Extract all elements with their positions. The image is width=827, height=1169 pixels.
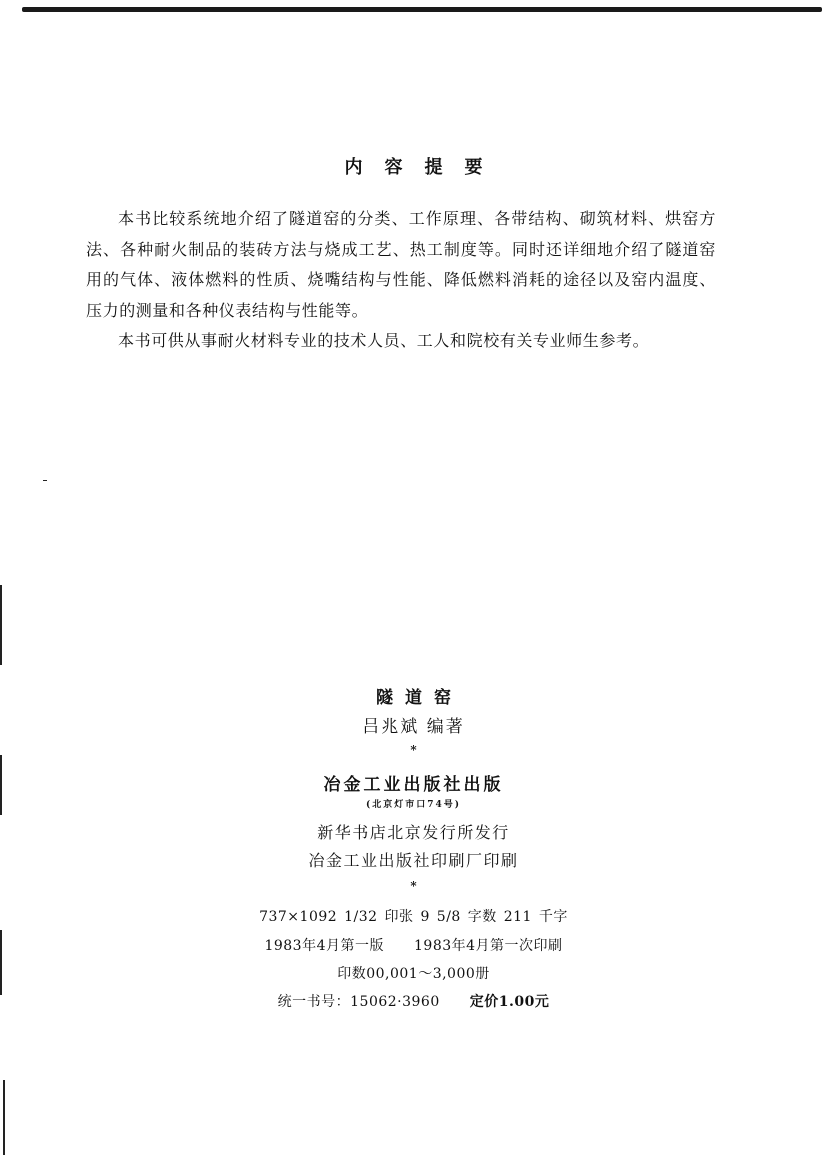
abstract-heading: 内容提要 [344,157,505,178]
book-number-line [0,991,827,1011]
separator-star: * [410,879,417,893]
abstract-body [86,204,716,357]
print-run: 印数00,001～3,000册 [337,966,490,982]
top-rule [22,7,822,12]
distributor-line: 新华书店北京发行所发行 [317,823,510,842]
scan-mark [3,1080,5,1155]
scan-mark [0,585,2,665]
price: 定价1.00元 [469,994,550,1010]
book-title: 隧道窑 [376,688,463,708]
scan-mark [43,480,47,481]
publisher-address: (北京灯市口74号) [365,800,462,810]
edition-line [0,935,827,955]
first-printing: 1983年4月第一次印刷 [414,938,563,954]
abstract-paragraph: 本书可供从事耐火材料专业的技术人员、工人和院校有关专业师生参考。 [118,331,650,350]
separator-star: * [410,743,417,757]
book-number: 统一书号：15062·3960 [277,994,440,1010]
printer-line: 冶金工业出版社印刷厂印刷 [308,851,519,870]
first-edition: 1983年4月第一版 [264,938,384,954]
publisher-line: 冶金工业出版社出版 [323,775,504,795]
format-specs: 737×1092 1/32 印张 9 5/8 字数 211 千字 [259,909,568,925]
abstract-paragraph: 本书比较系统地介绍了隧道窑的分类、工作原理、各带结构、砌筑材料、烘窑方法、各种耐火制品的装砖方法与烧成工艺、热工制度等。同时还详细地介绍了隧道窑用的气体、液体燃料的性质、烧嘴结构与性能、降低燃料消耗的途径以及窑内温度、压力的测量和各种仪表结构与性能等。 [86,209,716,320]
author-line: 吕兆斌 编著 [362,717,465,737]
